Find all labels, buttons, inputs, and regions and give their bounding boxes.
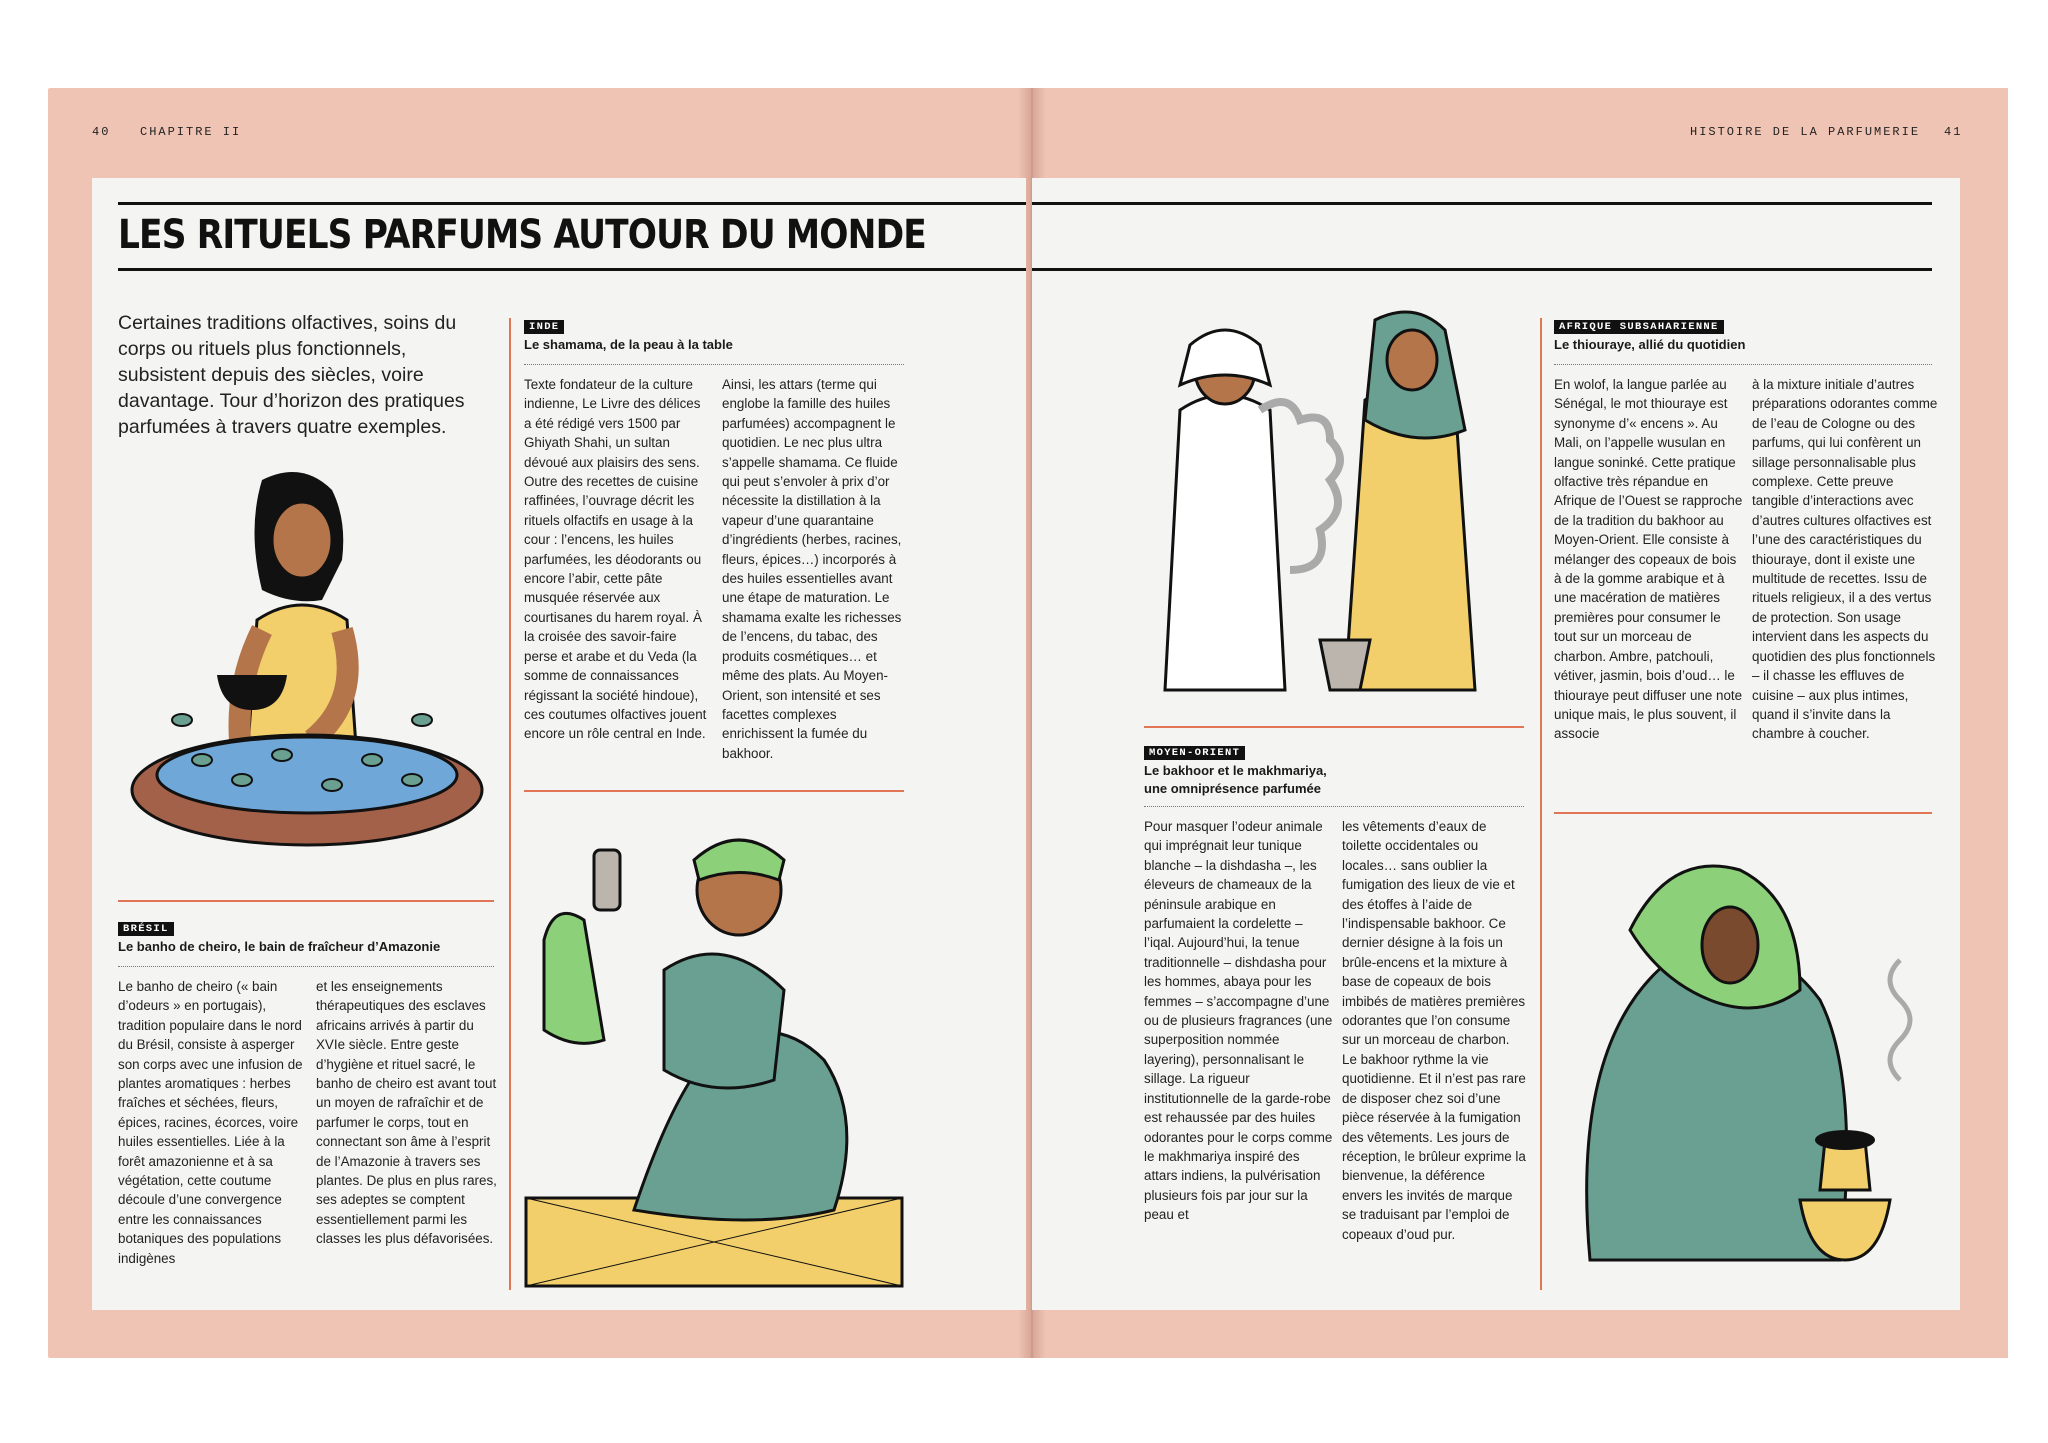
title-rule-top-right [1032, 202, 1932, 205]
left-page-number: 40 [92, 125, 111, 139]
section-tag-inde: INDE [524, 320, 564, 334]
section-rule-bresil [118, 900, 494, 902]
right-page-number: 41 [1944, 125, 1963, 139]
bresil-column-2: et les enseignements thérapeutiques des esclaves africains arrivés à partir du XVIe siècle. Entre geste d’hygiène et rituel sacré, le banho de cheiro est avant tout un moyen de rafraîchir et de parfumer le corps, tout en connectant son âme à l’esprit de l’Amazonie à travers ses plantes. De plus en plus rares, ses adeptes se comptent essentiellement parmi les classes les plus défavorisées. [316, 979, 497, 1247]
section-tag-moyen-orient: MOYEN-ORIENT [1144, 746, 1245, 760]
illustration-woman-with-incense [1570, 840, 1940, 1280]
right-running-head: HISTOIRE DE LA PARFUMERIE [1690, 125, 1921, 139]
illustration-woman-herbal-bath [122, 460, 502, 880]
section-rule-afrique [1554, 812, 1932, 814]
section-rule-moyen-orient [1144, 726, 1524, 728]
afrique-column-2: à la mixture initiale d’autres préparations odorantes comme de l’eau de Cologne ou des parfums, qui lui confèrent un sillage personnalisable plus complexe. Cette preuve tangible d’interactions avec d’autres cultures olfactives est l’une des caractéristiques du thiouraye, dont il existe une multitude de recettes. Issu de rituels religieux, il a des vertus de protection. Son usage intervient dans les aspects du quotidien des plus fonctionnels – il chasse les effluves de cuisine – aux plus intimes, quand il s’invite dans la chambre à coucher. [1752, 377, 1938, 742]
section-tag-afrique: AFRIQUE SUBSAHARIENNE [1554, 320, 1724, 334]
illustration-man-with-attar [524, 810, 904, 1290]
intro-paragraph: Certaines traditions olfactives, soins du corps ou rituels plus fonctionnels, subsistent depuis des siècles, voire davantage. Tour d’horizon des pratiques parfumées à travers quatre exemples. [118, 312, 465, 438]
moyen-orient-column-2: les vêtements d’eaux de toilette occidentales ou locales… sans oublier la fumigation des lieux de vie et des étoffes à l’aide de l’indispensable bakhoor. Ce dernier désigne à la fois un brûle-encens et la mixture à base de copeaux de bois imbibés de matières premières odorantes que l’on consume sur un morceau de charbon. Le bakhoor rythme la vie quotidienne. Et il n’est pas rare de disposer chez soi d’une pièce réservée à la fumigation des vêtements. Les jours de réception, le brûleur exprime la bienvenue, la déférence envers les invités de marque se traduisant par l’emploi de copeaux d’oud pur. [1342, 819, 1526, 1242]
column-divider-left [509, 318, 511, 1290]
section-tag-bresil: BRÉSIL [118, 922, 174, 936]
column-divider-right [1540, 318, 1542, 1290]
afrique-column-1: En wolof, la langue parlée au Sénégal, le mot thiouraye est synonyme d’« encens ». Au Mali, on l’appelle wusulan en langue soninké. Cette pratique olfactive très répandue en Afrique de l’Ouest se rapproche de la tradition du bakhoor au Moyen-Orient. Elle consiste à mélanger des copeaux de bois à de la gomme arabique et à une macération de matières premières pour consumer le tout sur un morceau de charbon. Ambre, patchouli, vétiver, jasmin, bois d’oud… le thiouraye peut diffuser une note unique mais, le plus souvent, il associe [1554, 377, 1743, 742]
illustration-couple-with-bakhoor [1150, 300, 1520, 700]
section-rule-inde [524, 790, 904, 792]
inde-column-1: Texte fondateur de la culture indienne, Le Livre des délices a été rédigé vers 1500 par Ghiyath Shahi, un sultan dévoué aux plaisirs des sens. Outre des recettes de cuisine raffinées, l’ouvrage décrit les rituels olfactifs en usage à la cour : l’encens, les huiles parfumées, les déodorants ou encore l’abir, cette pâte musquée réservée aux courtisanes du harem royal. À la croisée des savoir-faire perse et arabe et du Veda (la somme de connaissances régissant la société hindoue), ces coutumes olfactives jouent encore un rôle central en Inde. [524, 377, 707, 742]
inde-column-2: Ainsi, les attars (terme qui englobe la famille des huiles parfumées) accompagnent le quotidien. Le nec plus ultra s’appelle shamama. Ce fluide qui peut s’envoler à prix d’or nécessite la distillation à la vapeur d’une quarantaine d’ingrédients (herbes, racines, fleurs, épices…) incorporés à des huiles essentielles avant une étape de maturation. Le shamama exalte les richesses de l’encens, du tabac, des produits cosmétiques… et même des plats. Au Moyen-Orient, son intensité et ses facettes complexes enrichissent la fumée du bakhoor. [722, 377, 902, 761]
dotted-rule-moyen-orient [1144, 806, 1524, 807]
dotted-rule-bresil [118, 966, 494, 967]
title-rule-bottom-left [118, 268, 1026, 271]
left-running-head: CHAPITRE II [140, 125, 242, 139]
section-subtitle-afrique: Le thiouraye, allié du quotidien [1554, 337, 1746, 352]
section-subtitle-moyen-orient-2: une omniprésence parfumée [1144, 781, 1321, 796]
page-title: LES RITUELS PARFUMS AUTOUR DU MONDE [118, 212, 926, 258]
moyen-orient-column-1: Pour masquer l’odeur animale qui imprégnait leur tunique blanche – la dishdasha –, les éleveurs de chameaux de la péninsule arabique en parfumaient la cordelette – l’iqal. Aujourd’hui, la tenue traditionnelle – dishdasha pour les hommes, abaya pour les femmes – s’accompagne d’une ou de plusieurs fragrances (une superposition nommée layering), personnalisant le sillage. La rigueur institutionnelle de la garde-robe est rehaussée par des huiles odorantes pour le corps comme le makhmariya inspiré des attars indiens, la pulvérisation plusieurs fois par jour sur la peau et [1144, 819, 1333, 1223]
bresil-column-1: Le banho de cheiro (« bain d’odeurs » en portugais), tradition populaire dans le nord du Brésil, consiste à asperger son corps avec une infusion de plantes aromatiques : herbes fraîches et séchées, fleurs, épices, racines, écorces, voire huiles essentielles. Liée à la forêt amazonienne et à sa végétation, cette coutume découle d’une convergence entre les connaissances botaniques des populations indigènes [118, 979, 303, 1266]
title-rule-top-left [118, 202, 1026, 205]
section-subtitle-inde: Le shamama, de la peau à la table [524, 337, 733, 352]
dotted-rule-inde [524, 364, 904, 365]
title-rule-bottom-right [1032, 268, 1932, 271]
dotted-rule-afrique [1554, 364, 1932, 365]
section-subtitle-moyen-orient-1: Le bakhoor et le makhmariya, [1144, 763, 1327, 778]
section-subtitle-bresil: Le banho de cheiro, le bain de fraîcheur d’Amazonie [118, 939, 441, 954]
